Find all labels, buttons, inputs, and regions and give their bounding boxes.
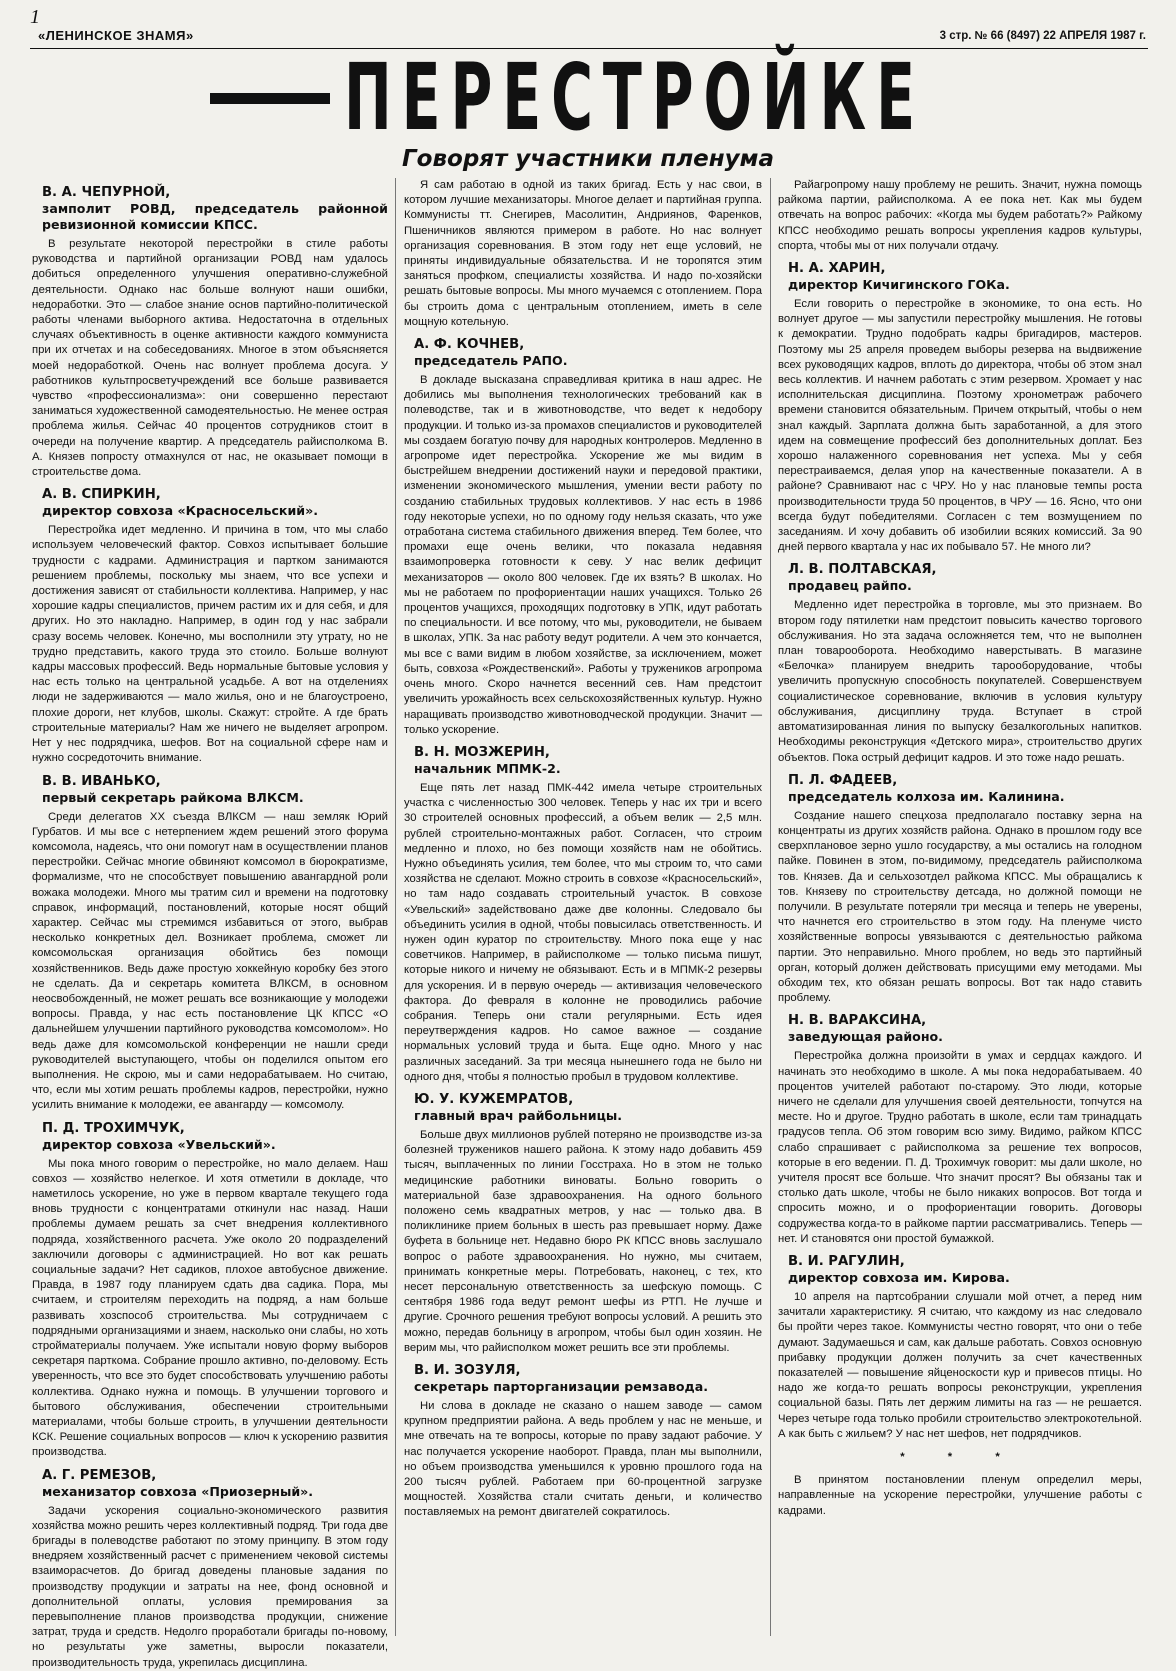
speaker-header — [404, 336, 762, 369]
speech-text: В принятом постановлении пленум определил меры, направленные на ускорение перестройки, улучшение работы с кадрами. — [778, 1474, 1142, 1517]
speaker-name: А. Г. РЕМЕЗОВ, — [42, 1467, 157, 1483]
speech-block — [778, 1012, 1142, 1247]
speech-text: Перестройка должна произойти в умах и сердцах каждого. И начинать это необходимо в школе. А мы пока недорабатываем. 40 процентов учителей работают по-старому. Это люди, которые ничего не сделали для улучшения своей деятельности, топчутся на месте. Но и другое. Трудно работать в школе, если там тринадцать градусов тепла. Об этом говорим всю зиму. Видимо, райком КПСС слабо спрашивает с райисполкома за решение тех вопросов, которые в его ведении. П. Д. Трохимчук говорит: мы дали школе, но учителя просят все больше. Что значит просят? Вы обязаны так и столько дать школе, чтобы не было никаких вопросов. Вот тогда и спросить можно, и о профориентации говорить. Договоры содружества когда-то в райкоме партии рассматривались. Теперь — нет. И становятся они простой бумажкой. — [778, 1050, 1142, 1245]
speaker-header — [32, 486, 388, 519]
speech-block — [404, 1091, 762, 1356]
speech-block — [404, 336, 762, 738]
speech-block — [32, 1120, 388, 1461]
speaker-name: В. Н. МОЗЖЕРИН, — [414, 744, 550, 760]
speaker-role: первый секретарь райкома ВЛКСМ. — [42, 789, 304, 805]
corner-mark: 1 — [30, 6, 40, 28]
speech-text: Задачи ускорения социально-экономического развития хозяйства можно решить через коллективный подряд. Три года две бригады в полеводстве работают по этому принципу. В этом году внедряем хозяйственный расчет с применением чековой системы взаиморасчетов. До бригад доведены плановые задания по производству продукции и затраты на нее, фонд основной и дополнительной оплаты, условия премирования за перевыполнение планов производства продукции, снижение затрат, труда и средств. Недолго проработали бригады по-новому, но результаты уже заметны, выросли показатели, производительность труда, укрепилась дисциплина. — [32, 1504, 388, 1669]
speaker-role: директор Кичигинского ГОКа. — [788, 277, 1010, 293]
speaker-name: А. В. СПИРКИН, — [42, 487, 161, 503]
speech-block — [778, 1450, 1142, 1519]
speaker-header — [778, 1253, 1142, 1286]
speech-text: 10 апреля на партсобрании слушали мой отчет, а перед ним зачитали характеристику. Я считаю, что каждому из нас следовало бы пройти через такое. Коммунисты честно говорят, что они о тебе думают. Задумаешься и сам, как дальше работать. Совхоз основную прибавку продукции должен получить за счет качественных показателей — повышение яйценоскости кур и привесов птицы. Но надо же когда-то решать вопросы реконструкции, укрепления социальной базы. Пять лет держим лимиты на газ — не решается. Через четыре года только пробили строительство электрокотельной. А как быть с жильем? У нас нет шефов, нет подрядчиков. — [778, 1290, 1142, 1440]
speaker-role: заведующая районо. — [788, 1029, 943, 1045]
speaker-header — [32, 773, 388, 806]
speech-block — [778, 772, 1142, 1007]
speaker-role: секретарь парторганизации ремзавода. — [414, 1379, 708, 1395]
speech-block — [404, 178, 762, 330]
speaker-role: замполит РОВД, председатель районной ревизионной комиссии КПСС. — [42, 201, 388, 232]
speaker-name: Н. А. ХАРИН, — [788, 261, 886, 277]
speech-block — [778, 178, 1142, 254]
article-column-3 — [778, 178, 1142, 1636]
speech-block — [32, 486, 388, 766]
article-column-2 — [404, 178, 762, 1636]
speaker-role: продавец райпо. — [788, 578, 912, 594]
speaker-header — [404, 1362, 762, 1395]
speaker-header — [32, 1467, 388, 1500]
speech-text: Еще пять лет назад ПМК-442 имела четыре строительных участка с численностью 300 человек. Теперь у нас их три и всего 30 строителей основных профессий, а объем велик — 2,5 млн. рублей строительно-монтажных работ. Согласен, что строим медленно и плохо, но без помощи хозяйств нам не обойтись. Нужно объединять усилия, тем более, что мы строим то, что сами хозяйства не сделают. Можно строить в совхозе «Красносельский», но там надо создавать строительный участок. В совхозе «Увельский» задействовано даже две колонны. Следовало бы объединить усилия в одной, чтобы повысилась ответственность. И нужен один куратор по строительству. Много пока еще у нас советчиков. Например, в райисполкоме — только письма пишут, которые никого и ничему не обязывают. Есть и в МПМК-2 резервы для ускорения. И в первую очередь — активизация человеческого фактора. До февраля в колонне не проводились рабочие собрания. Теперь они стали регулярными. Есть идея переутверждения кадров. Но самое важное — создание нормальных условий труда и быта. Еще одно. Много у нас различных заседаний. За три месяца нынешнего года не было ни одного дня, чтобы я полностью пробыл в трудовом коллективе. — [404, 781, 762, 1083]
speaker-role: директор совхоза «Красносельский». — [42, 503, 319, 519]
speech-block — [32, 1467, 388, 1671]
speaker-role: директор совхоза «Увельский». — [42, 1136, 276, 1152]
section-subhead: Говорят участники пленума — [402, 146, 774, 172]
speech-text: Мы пока много говорим о перестройке, но мало делаем. Наш совхоз — хозяйство нелегкое. И хотя отметили в докладе, что наметилось ускорение, но уже в первом квартале текущего года вновь трудности с концентратами откинули нас назад. Наши проблемы думаем решать за счет внедрения коллективного подряда, хозяйственного расчета. Уже около 20 подразделений заключили договоры с администрацией. Но вот как решать социальные задачи? Нет садиков, плохое автобусное движение. Правда, в 1987 году планируем сдать два садика. Пора, мы считаем, и строителям переходить на подряд, а нам больше развивать хозспособ строительства. Мы сотрудничаем с подрядными организациями и знаем, насколько они слабы, но хоть стройматериалы получаем. Уже испытали новую форму выборов секретаря парткома. Собрание прошло активно, по-деловому. Есть уверенность, что все это будет способствовать улучшению работы коллектива. Однако нужна и помощь. В улучшении торгового и бытового обслуживания, обеспечении строительными материалами, чтобы больше строить, в улучшении деятельности КСК. Решение социальных вопросов — ключ к ускорению развития производства. — [32, 1157, 388, 1459]
issue-info: 3 стр. № 66 (8497) 22 АПРЕЛЯ 1987 г. — [939, 30, 1146, 42]
speaker-role: главный врач райбольницы. — [414, 1107, 623, 1123]
speaker-role: механизатор совхоза «Приозерный». — [42, 1483, 314, 1499]
banner-dash — [210, 93, 330, 104]
speaker-name: В. А. ЧЕПУРНОЙ, — [42, 185, 171, 200]
speaker-header — [778, 260, 1142, 293]
speech-text: В докладе высказана справедливая критика в наш адрес. Не добились мы выполнения технологических требований как в полеводстве, так и в животноводстве, что ведет к недобору продукции. И только из-за промахов специалистов и руководителей мы создаем богатую почву для народных контролеров. Медленно в агропроме идет перестройка. Ускорение же мы видим в быстрейшем внедрении достижений науки и передовой практики, изменении экономического мышления, умении вести работу по созданию стабильных трудовых коллективов. У нас есть в 1986 году некоторые успехи, но по одному году нельзя сказать, что уже отработана система стабильного движения вперед. Тем более, что промахи еще очень велики, что показала недавняя взаимопроверка готовности к севу. У нас велик дефицит механизаторов — около 800 человек. Где их взять? В школах. Но мы не работаем по профориентации наших учащихся. Только 26 процентов учащихся, проходящих подготовку в УПК, идут работать по специальности. И все потому, что мы, руководители, не бываем в школах, УПК. За нас работу ведут родители. А чем это кончается, мы все с вами видим в любом хозяйстве, за исключением, может быть, совхоза «Рождественский». Работы у тружеников агропрома очень много. Скоро начнется весенний сев. Нам предстоит увеличить урожайность всех сельскохозяйственных культур. Нужно наращивать производство животноводческой продукции. Значит — только ускорение. — [404, 374, 762, 736]
speaker-header — [404, 744, 762, 777]
speaker-header — [404, 1091, 762, 1124]
speech-text: Среди делегатов XX съезда ВЛКСМ — наш земляк Юрий Гурбатов. И мы все с нетерпением ждем решений этого форума комсомола, надеясь, что они помогут нам в осуществлении планов перестройки. Сейчас многие обвиняют комсомол в бюрократизме, формализме, что не способствует повышению авангардной роли вожака молодежи. Много мы тратим сил и времени на подготовку справок, информаций, постановлений, которые носят общий характер. Сейчас мы стремимся избавиться от этого, выбрав несколько конкретных дел. Возникает проблема, сможет ли комсомольская организация обойтись без помощи хозяйственников. Ведь даже простую хоккейную коробку без этого не сделать. Да и секретарь комитета ВЛКСМ, в основном неосвобожденный, не может решать все возникающие у молодежи вопросы. Правда, у нас есть постановление ЦК КПСС «О дальнейшем улучшении партийного руководства комсомолом». Но ведь даже для комсомольской конференции не нашли среди руководителей выступающего, чтобы он поделился опытом его выполнения. Не скрою, мы и сами недорабатываем. Но считаю, что, если мы хотим решать проблемы кадров, перестройки, нужно усилить внимание к молодежи, ее авангарду — комсомолу. — [32, 810, 388, 1112]
speaker-header — [778, 561, 1142, 594]
speaker-name: В. И. РАГУЛИН, — [788, 1253, 905, 1269]
speaker-header — [32, 184, 388, 233]
separator-stars: * * * — [900, 1451, 1020, 1464]
speaker-name: Л. В. ПОЛТАВСКАЯ, — [788, 562, 937, 578]
paper-name: «ЛЕНИНСКОЕ ЗНАМЯ» — [38, 28, 194, 43]
speech-block — [404, 1362, 762, 1521]
speech-text: Райагропрому нашу проблему не решить. Значит, нужна помощь райкома партии, райисполкома. А ее пока нет. Как мы будем отвечать на вопрос рабочих: «Когда мы будем работать?» Райкому КПСС необходимо решать вопросы укрепления кадров культуры, спорта, чтобы мы от них получали отдачу. — [778, 179, 1142, 252]
speech-text: Перестройка идет медленно. И причина в том, что мы слабо используем человеческий фактор. Совхоз испытывает большие трудности с кадрами. Администрация и партком занимаются решением проблемы, поскольку мы знаем, что все успехи и достижения зависят от стабильности коллектива. Например, у нас хорошие кадры специалистов, причем растим их и для себя, и для других. Но это накладно. Например, в один год у нас забрали сразу восемь человек. Конечно, мы восполнили эту утрату, но не трудно представить, какого труда это стоило. Больше волнуют кадры массовых профессий. Ведь нормальные бытовые условия у нас есть только на центральной усадьбе. А вот на отделениях люди не задерживаются — мало жилья, оно и не благоустроено, плохие дороги, нет клубов, школы. Скажут: стройте. А где брать строительные материалы? Нам же ничего не выделяет агропром. Нет у нес подрядчика, шефов. Вот на социальной сфере нам и нужно сосредоточить внимание. — [32, 524, 388, 765]
banner — [210, 44, 950, 151]
speech-text: В результате некоторой перестройки в стиле работы руководства и партийной организации РОВД нам удалось добиться определенного улучшения оперативно-служебной деятельности. Однако нас больше волнуют наши ошибки, недоработки. Это — слабое знание основ партийно-политической работы членами выборного актива. Недостаточна в отдельных случаях объективность в оценке активности каждого коммуниста при их отчетах и на собеседованиях. Многое в этом объясняется моей недоработкой. Очень нас волнует проблема досуга. У работников культпросветучреждений все больше развивается чувство «профессионализма»: они совершенно перестают заниматься художественной самодеятельностью. Не менее острая проблема жилья. Сейчас 40 процентов сотрудников стоит в очереди на получение квартир. А председатель райисполкома В. А. Князев попросту отмахнулся от нас, не оказывает помощи в строительстве дома. — [32, 238, 388, 479]
column-divider — [395, 178, 396, 1636]
speech-text: Я сам работаю в одной из таких бригад. Есть у нас свои, в котором лучшие механизаторы. Многое делает и партийная группа. Коммунисты тт. Снегирев, Масолитин, Андриянов, Фаренков, Пшеничников являются примером в работе. Но нас волнует организация соревнования. В этом году нет еще условий, не приняты индивидуальные обязательства. И не торопятся этим заняться профком, специалисты хозяйства. И надо по-хозяйски решать бытовые вопросы. Мы много мучаемся с отоплением. Пора бы строить дома с центральным отоплением, иметь в селе мощную котельную. — [404, 179, 762, 328]
speaker-name: В. В. ИВАНЬКО, — [42, 773, 161, 789]
speaker-name: Ю. У. КУЖЕМРАТОВ, — [414, 1091, 574, 1107]
speech-text: Больше двух миллионов рублей потеряно не производстве из-за болезней тружеников нашего района. К этому надо добавить 459 тысяч, выплаченных по линии Госстраха. Но в этом не только медицинские работники виноваты. Больно говорить о материальной базе здравоохранения. На одного больного положено семь квадратных метров, у нас — только два. В поликлинике прием больных в шесть раз превышает норму. Даже буфета в больнице нет. Недавно бюро РК КПСС вновь заслушало вопрос о работе здравоохранения. Но нужно, мы считаем, принимать конкретные меры. Потребовать, наконец, с тех, кто несет персональную ответственность за шефскую помощь. С сентября 1986 года ведут ремонт шефы из РТП. Не лучше и другие. Срочного решения требуют вопросы условий. А решить это можно, передав больницу в агропром, чтобы был один хозяин. Не верим мы, что райисполком может решить все эти проблемы. — [404, 1128, 762, 1354]
banner-title: ПЕРЕСТРОЙКЕ — [344, 44, 925, 151]
speaker-header — [32, 1120, 388, 1153]
speaker-header — [778, 772, 1142, 805]
speaker-role: директор совхоза им. Кирова. — [788, 1269, 1010, 1285]
speech-block — [32, 184, 388, 480]
speaker-name: П. Д. ТРОХИМЧУК, — [42, 1120, 185, 1136]
speaker-header — [778, 1012, 1142, 1045]
speech-block — [404, 744, 762, 1085]
speech-block — [778, 1253, 1142, 1442]
column-divider — [770, 178, 771, 1636]
speaker-role: председатель РАПО. — [414, 353, 568, 369]
speech-text: Ни слова в докладе не сказано о нашем заводе — самом крупном предприятии района. А ведь проблем у нас не меньше, и мне отвечать на те вопросы, которые по праву задают рабочие. У нас получается ускорение наоборот. Правда, план мы выполнили, но объем производства уменьшился к уровню прошлого года на 200 тысяч рублей. Работаем при 60-процентной загрузке мощностей. Хозяйства стали считать деньги, и количество поставляемых на ремонт двигателей сократилось. — [404, 1400, 762, 1519]
speaker-name: Н. В. ВАРАКСИНА, — [788, 1013, 927, 1029]
speaker-role: начальник МПМК-2. — [414, 760, 561, 776]
speech-text: Создание нашего спецхоза предполагало поставку зерна на концентраты из других хозяйств района. Однако в прошлом году все сверхплановое зерно ушло государству, а мы остались на голодном пайке. Повинен в этом, по-видимому, председатель райисполкома тов. Князев. Да и сельхозотдел райкома КПСС. Мы обращались к тов. Князеву по строительству детсада, но должной помощи не получили. В результате потеряли три месяца и теперь не уверены, что начнется его строительство в этом году. На пленуме чисто хозяйственные вопросы увязываются с деятельностью райкома партии. Это неправильно. Много проблем, но ведь это партийный орган, который должен действовать присущими ему методами. Мы обходим тех, кто обязан решать вопросы. Вот так надо ставить проблему. — [778, 809, 1142, 1005]
speech-block — [32, 773, 388, 1114]
speaker-name: П. Л. ФАДЕЕВ, — [788, 772, 898, 788]
speaker-role: председатель колхоза им. Калинина. — [788, 788, 1065, 804]
article-column-1 — [32, 178, 388, 1669]
speech-block — [778, 561, 1142, 765]
speech-text: Медленно идет перестройка в торговле, мы это признаем. Во втором году пятилетки нам предстоит повысить качество торгового обслуживания. Но эта задача осложняется тем, что не выполнен план товарооборота. Необходимо наверстывать. В магазине «Белочка» планируем внедрить тарооборудование, чтобы увеличить пропускную способность покупателей. Совершенствуем социалистическое соревнование, включив в условия культуру обслуживания, дисциплину труда. Вступает в строй автоматизированная линия по выпуску безалкогольных напитков. Необходимы реконструкция «Детского мира», строительство других объектов. Пока острый дефицит кадров. И это тоже надо решать. — [778, 599, 1142, 764]
speaker-name: А. Ф. КОЧНЕВ, — [414, 337, 525, 353]
speaker-name: В. И. ЗОЗУЛЯ, — [414, 1363, 521, 1379]
speech-block — [778, 260, 1142, 555]
speech-text: Если говорить о перестройке в экономике, то она есть. Но волнует другое — мы запустили перестройку мышления. Не готовы к демократии. Трудно подобрать кадры бригадиров, мастеров. Поэтому мы 25 апреля проведем выборы резерва на выдвижение всех руководящих кадров, вплоть до директора, чтобы об этом знал весь коллектив. И начнем работать с этим резервом. Хромает у нас исполнительская дисциплина. Поэтому хронометраж рабочего времени становится обязательным. Причем открытый, чтобы о нем знал каждый. Зарплата должна быть заработанной, а для этого идем на совмещение профессий без дополнительных доплат. Без хорошо налаженного соревнования нет успеха. Мы у себя перестраиваемся, делая упор на качественные показатели. А в районе? Сравнивают нас с ЧРУ. Но у нас плановые темпы роста производительности труда 50 процентов, в ЧРУ — 16. Ясно, что они всегда будут победителями. Согласен с тем возмущением по заседаниям. И хочу добавить об изобилии всяких комиссий. За 90 дней первого квартала у нас их побывало 57. Не много ли? — [778, 298, 1142, 554]
